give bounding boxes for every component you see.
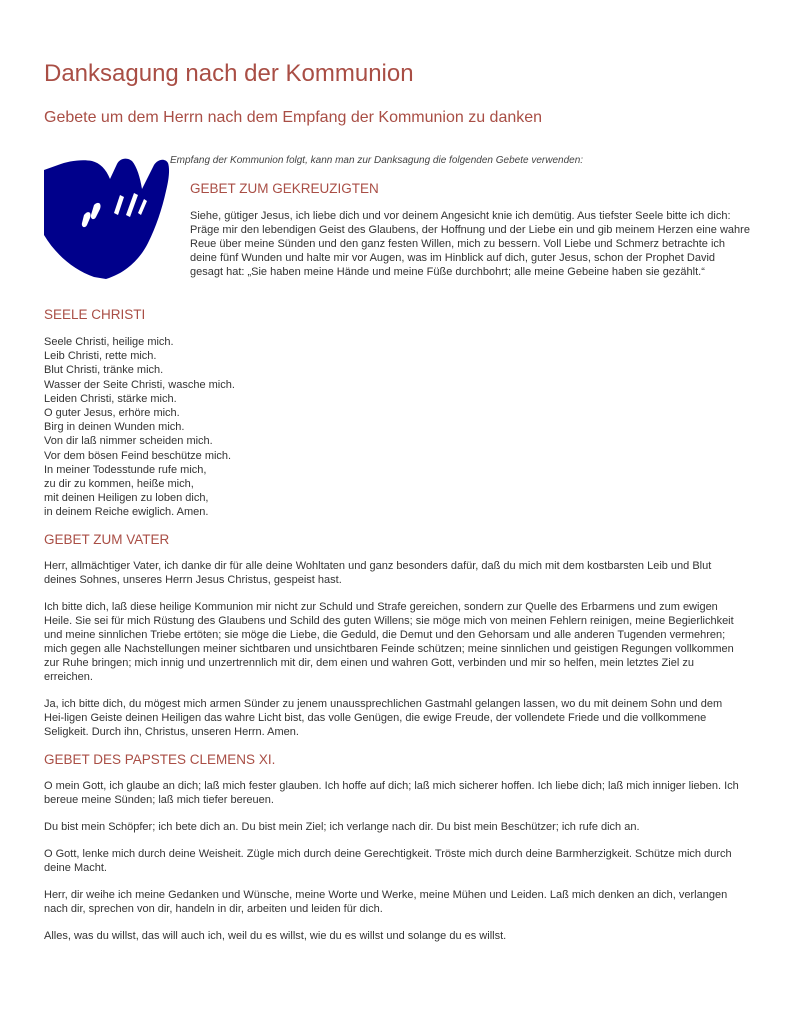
prayer-line: Leib Christi, rette mich. bbox=[44, 350, 157, 363]
section-seele-christi bbox=[44, 307, 744, 520]
prayer-paragraph: Herr, dir weihe ich meine Gedanken und Wünsche, meine Worte und Werke, meine Mühen und Leiden. Laß mich denken an dich, verlangen nach dir, sprechen von dir, handeln in dir, arbeiten und leiden für dich. bbox=[44, 889, 728, 915]
prayer-paragraph: Siehe, gütiger Jesus, ich liebe dich und vor deinem Angesicht knie ich demütig. Aus tiefster Seele bitte ich dich: Präge mir den lebendigen Geist des Glaubens, der Hoffnung und der Liebe ein und gib meinem Herzen eine wahre Reue über meine Sünden und den ganz festen Willen, mich zu bessern. Voll Liebe und Schmerz betrachte ich deine fünf Wunden und halte mir vor Augen, was im Hinblick auf dich, guter Jesus, schon der Prophet David gesagt hat: „Sie haben meine Hände und meine Füße durchbohrt; alle meine Gebeine haben sie gezählt.“ bbox=[190, 210, 750, 278]
prayer-line: Vor dem bösen Feind beschütze mich. bbox=[44, 449, 232, 462]
prayer-line: in deinem Reiche ewiglich. Amen. bbox=[44, 506, 209, 519]
prayer-line: Leiden Christi, stärke mich. bbox=[44, 392, 177, 405]
section-gebet-zum-gekreuzigten bbox=[190, 181, 750, 279]
prayer-paragraph: Ja, ich bitte dich, du mögest mich armen Sünder zu jenem unaussprechlichen Gastmahl gelangen lassen, wo du mit deinem Sohn und dem Hei-ligen Geiste deinen Heiligen das wahre Licht bist, das volle Genügen, die ewige Freude, der vollendete Friede und die vollkommene Seligkeit. Durch ihn, Christus, unseren Herrn. Amen. bbox=[44, 698, 723, 738]
section-heading: SEELE CHRISTI bbox=[44, 307, 146, 322]
prayer-line: Seele Christi, heilige mich. bbox=[44, 336, 174, 348]
section-gebet-des-papstes-clemens bbox=[44, 752, 744, 943]
prayer-paragraph: O Gott, lenke mich durch deine Weisheit. Zügle mich durch deine Gerechtigkeit. Tröste mich durch deine Barmherzigkeit. Schütze mich durch deine Macht. bbox=[44, 848, 732, 874]
prayer-paragraph: Herr, allmächtiger Vater, ich danke dir für alle deine Wohltaten und ganz besonders dafür, daß du mich mit dem kostbarsten Leib und Blut deines Sohnes, unseres Herrn Jesus Christus, gespeist hast. bbox=[44, 560, 712, 586]
prayer-paragraph: Ich bitte dich, laß diese heilige Kommunion mir nicht zur Schuld und Strafe gereichen, sondern zur Quelle des Erbarmens und zum ewigen Heile. Sie sei für mich Rüstung des Glaubens und Schild des guten Willens; sie möge mich von meinen Fehlern reinigen, meine Begierlichkeit und meine sinnlichen Triebe ertöten; sie möge die Liebe, die Geduld, die Demut und den Gehorsam und alle anderen Tugenden vermehren; mich gegen alle Nachstellungen meiner sichtbaren und unsichtbaren Feinde schützen; meine sinnlichen und geistigen Regungen vollkommen zur Ruhe bringen; mich innig und unzertrennlich mit dir, dem einen und wahren Gott, verbinden und mir so helfen, mein letztes Ziel zu erreichen. bbox=[44, 601, 734, 683]
section-heading: GEBET DES PAPSTES CLEMENS XI. bbox=[44, 752, 276, 767]
page-subtitle: Gebete um dem Herrn nach dem Empfang der Kommunion zu danken bbox=[44, 109, 543, 126]
prayer-line: In meiner Todesstunde rufe mich, bbox=[44, 463, 207, 476]
praying-hands-icon bbox=[44, 155, 172, 280]
page-title: Danksagung nach der Kommunion bbox=[44, 60, 414, 87]
prayer-line: Birg in deinen Wunden mich. bbox=[44, 421, 185, 434]
prayer-line: Blut Christi, tränke mich. bbox=[44, 364, 164, 377]
prayer-line: mit deinen Heiligen zu loben dich, bbox=[44, 492, 209, 505]
prayer-line: O guter Jesus, erhöre mich. bbox=[44, 407, 180, 420]
prayer-paragraph: O mein Gott, ich glaube an dich; laß mich fester glauben. Ich hoffe auf dich; laß mich sicherer hoffen. Ich liebe dich; laß mich inniger lieben. Ich bereue meine Sünden; laß mich tiefer bereuen. bbox=[44, 780, 739, 806]
section-gebet-zum-vater bbox=[44, 532, 744, 739]
section-heading: GEBET ZUM GEKREUZIGTEN bbox=[190, 181, 379, 196]
intro-text: Empfang der Kommunion folgt, kann man zur Danksagung die folgenden Gebete verwenden: bbox=[170, 155, 584, 166]
prayer-lines bbox=[44, 335, 744, 520]
section-heading: GEBET ZUM VATER bbox=[44, 532, 170, 547]
prayer-line: Von dir laß nimmer scheiden mich. bbox=[44, 435, 213, 448]
prayer-paragraph: Alles, was du willst, das will auch ich, weil du es willst, wie du es willst und solange du es willst. bbox=[44, 930, 507, 942]
prayer-paragraph: Du bist mein Schöpfer; ich bete dich an. Du bist mein Ziel; ich verlange nach dir. Du bist mein Beschützer; ich rufe dich an. bbox=[44, 821, 640, 833]
prayer-line: zu dir zu kommen, heiße mich, bbox=[44, 478, 194, 491]
prayer-line: Wasser der Seite Christi, wasche mich. bbox=[44, 378, 235, 391]
